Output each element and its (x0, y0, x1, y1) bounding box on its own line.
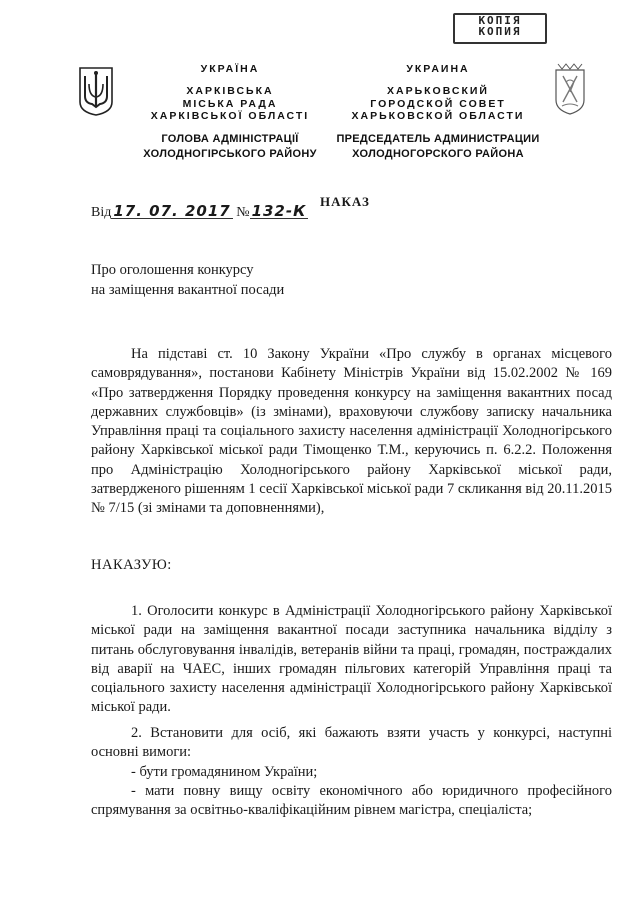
subject-line1: Про оголошення конкурсу (91, 262, 254, 278)
order-date: 17. 07. 2017 (113, 202, 231, 220)
stamp-line-ru: КОПИЯ (478, 25, 522, 38)
item-1-text: 1. Оголосити конкурс в Адміністрації Холодногірського району Харківської міської ради на заміщення вакантної посади заступника начальника відділу з питань обслуговування інвалідів, ветеранів війни та праці, громадян, постраждалих від аварії на ЧАЕС, інших громадян пільгових категорій Управління праці та соціального захисту населення адміністрації Холодногірського району Харківської міської ради. (91, 603, 612, 716)
number-prefix: № (236, 205, 250, 220)
ukraine-trident-icon (78, 66, 114, 116)
date-prefix: Від (91, 205, 112, 220)
preamble (91, 345, 612, 519)
order-subject (91, 260, 284, 300)
header-head-ua-line2: ХОЛОДНОГІРСЬКОГО РАЙОНУ (143, 148, 317, 160)
preamble-text: На підставі ст. 10 Закону України «Про службу в органах місцевого самоврядування», постанови Кабінету Міністрів України від 15.02.2002 № 169 «Про затвердження Порядку проведення конкурсу на заміщення вакантних посад державних службовців» (із змінами), враховуючи службову записку начальника Управління праці та соціального захисту населення адміністрації Холодногірського району Харківської міської ради Тімощенко Т.М., керуючись п. 6.2.2. Положення про Адміністрацію Холодногірського району Харківської міської ради, затвердженого рішенням 1 сесії Харківської міської ради 7 скликання від 20.11.2015 № 7/15 (зі змінами та доповненнями), (91, 346, 612, 517)
stamp-line-ua: КОПІЯ (478, 14, 522, 27)
requirements-list (91, 763, 612, 821)
header-council-ru-line2: ГОРОДСКОЙ СОВЕТ (370, 97, 506, 110)
order-item-1 (91, 602, 612, 718)
requirement-citizenship: - бути громадянином України; (131, 763, 318, 780)
header-country-ua: УКРАЇНА (200, 63, 260, 75)
order-date-number (91, 204, 308, 221)
document-title: НАКАЗ (320, 194, 370, 209)
order-number: 132-К (251, 202, 307, 220)
header-council-ru-line3: ХАРЬКОВСКОЙ ОБЛАСТИ (351, 110, 525, 122)
requirement-education: - мати повну вищу освіту економічного або юридичного професійного спрямування за освітньо-кваліфікаційним рівнем магістра, спеціаліста; (91, 782, 612, 819)
order-item-2 (91, 724, 612, 820)
header-country-ru: УКРАИНА (406, 63, 470, 75)
header-council-ua-line1: ХАРКІВСЬКА (186, 85, 274, 97)
header-head-ru-line2: ХОЛОДНОГОРСКОГО РАЙОНА (352, 148, 524, 160)
subject-line2: на заміщення вакантної посади (91, 282, 285, 298)
header-council-ua-line3: ХАРКІВСЬКОЇ ОБЛАСТІ (150, 110, 310, 122)
header-head-ua-line1: ГОЛОВА АДМІНІСТРАЦІЇ (161, 133, 299, 145)
header-council-ru-line1: ХАРЬКОВСКИЙ (387, 85, 489, 97)
header-council-ua-line2: МІСЬКА РАДА (182, 97, 278, 110)
order-word: НАКАЗУЮ: (91, 557, 172, 573)
item-2-intro: 2. Встановити для осіб, які бажають взяти участь у конкурсі, наступні основні вимоги: (91, 725, 612, 761)
copy-stamp (453, 13, 547, 44)
header-head-ru-line1: ПРЕДСЕДАТЕЛЬ АДМИНИСТРАЦИИ (336, 133, 540, 145)
